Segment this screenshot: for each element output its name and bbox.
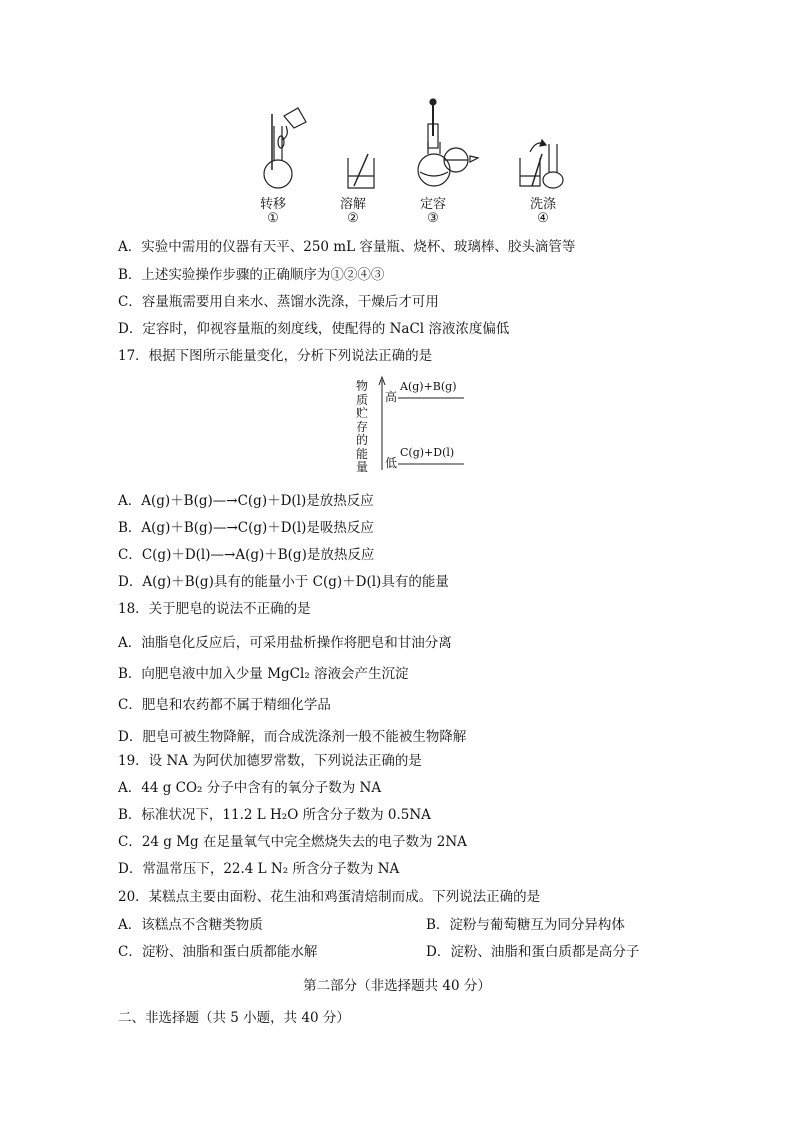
q18-option-c: C．肥皂和农药都不属于精细化学品	[118, 697, 331, 713]
q20-stem: 20．某糕点主要由面粉、花生油和鸡蛋清焙制而成。下列说法正确的是	[118, 889, 541, 905]
q20-option-a: A．该糕点不含糖类物质	[118, 917, 263, 933]
q17-option-c: C．C(g)＋D(l)—→A(g)＋B(g)是放热反应	[118, 547, 375, 563]
q20-option-b: B．淀粉与葡萄糖互为同分异构体	[426, 917, 625, 933]
q17-option-b: B．A(g)＋B(g)—→C(g)＋D(l)是吸热反应	[118, 520, 374, 536]
q20-option-c: C．淀粉、油脂和蛋白质都能水解	[118, 944, 318, 960]
q19-option-d: D．常温常压下，22.4 L N₂ 所含分子数为 NA	[118, 861, 400, 877]
q20-option-d: D．淀粉、油脂和蛋白质都是高分子	[426, 944, 640, 960]
energy-low-label: 低	[385, 456, 398, 470]
energy-axis-label: 物质贮存的能量	[356, 379, 369, 474]
q17-option-d: D．A(g)＋B(g)具有的能量小于 C(g)＋D(l)具有的能量	[118, 574, 449, 590]
q16-option-c: C．容量瓶需要用自来水、蒸馏水洗涤，干燥后才可用	[118, 294, 439, 310]
q19-option-c: C．24 g Mg 在足量氧气中完全燃烧失去的电子数为 2NA	[118, 834, 467, 850]
q17-stem: 17．根据下图所示能量变化，分析下列说法正确的是	[118, 348, 433, 364]
q18-option-d: D．肥皂可被生物降解，而合成洗涤剂一般不能被生物降解	[118, 729, 467, 745]
transfer-illustration	[264, 108, 306, 188]
step-num-3: ③	[427, 211, 439, 226]
step-num-2: ②	[347, 211, 359, 226]
step-label-2: 溶解	[339, 197, 366, 212]
step-label-1: 转移	[259, 197, 286, 212]
q17-option-a: A．A(g)＋B(g)—→C(g)＋D(l)是放热反应	[118, 493, 374, 509]
q19-option-b: B．标准状况下，11.2 L H₂O 所含分子数为 0.5NA	[118, 807, 431, 823]
energy-high-species: A(g)+B(g)	[400, 380, 457, 393]
energy-low-species: C(g)+D(l)	[400, 446, 455, 459]
step-label-3: 定容	[419, 197, 446, 212]
energy-high-label: 高	[385, 390, 398, 404]
q18-stem: 18．关于肥皂的说法不正确的是	[118, 601, 311, 617]
q19-option-a: A．44 g CO₂ 分子中含有的氧分子数为 NA	[118, 780, 382, 796]
volume-illustration	[418, 99, 478, 186]
part2-title: 第二部分（非选择题共 40 分）	[303, 978, 491, 994]
step-num-4: ④	[537, 211, 549, 226]
dissolve-illustration	[348, 154, 374, 188]
lab-steps-figure	[250, 96, 570, 192]
wash-illustration	[520, 140, 563, 188]
q16-option-b: B．上述实验操作步骤的正确顺序为①②④③	[118, 267, 385, 283]
step-label-4: 洗涤	[529, 197, 556, 212]
part2-section-heading: 二、非选择题（共 5 小题，共 40 分）	[118, 1010, 350, 1026]
step-num-1: ①	[267, 211, 279, 226]
q18-option-b: B．向肥皂液中加入少量 MgCl₂ 溶液会产生沉淀	[118, 666, 409, 682]
q19-stem: 19．设 NA 为阿伏加德罗常数，下列说法正确的是	[118, 753, 422, 769]
q16-option-d: D．定容时，仰视容量瓶的刻度线，使配得的 NaCl 溶液浓度偏低	[118, 321, 510, 337]
q16-option-a: A．实验中需用的仪器有天平、250 mL 容量瓶、烧杯、玻璃棒、胶头滴管等	[118, 239, 576, 255]
q18-option-a: A．油脂皂化反应后，可采用盐析操作将肥皂和甘油分离	[118, 635, 452, 651]
energy-diagram	[352, 374, 472, 474]
